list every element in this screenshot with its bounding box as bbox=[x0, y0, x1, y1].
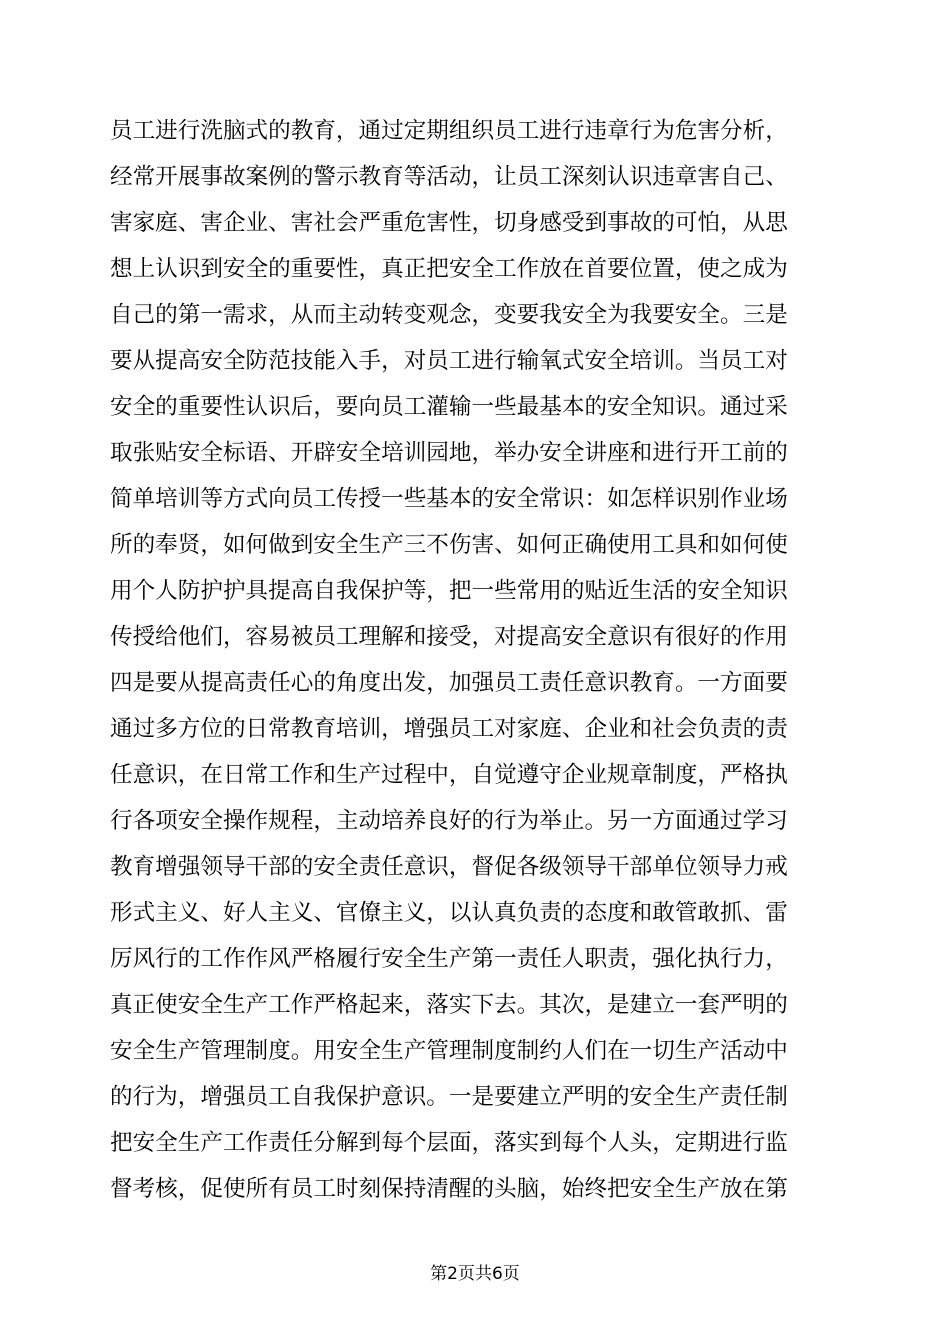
text-line: 经常开展事故案例的警示教育等活动，让员工深刻认识违章害自己、 bbox=[110, 164, 788, 190]
text-line: 安全的重要性认识后，要向员工灌输一些最基本的安全知识。通过采 bbox=[110, 394, 788, 420]
text-line: 传授给他们，容易被员工理解和接受，对提高安全意识有很好的作用 bbox=[110, 624, 788, 650]
text-line: 想上认识到安全的重要性，真正把安全工作放在首要位置，使之成为 bbox=[110, 256, 788, 282]
body-text bbox=[110, 108, 840, 1212]
text-line: 真正使安全生产工作严格起来，落实下去。其次，是建立一套严明的 bbox=[110, 992, 788, 1018]
text-line: 安全生产管理制度。用安全生产管理制度制约人们在一切生产活动中 bbox=[110, 1038, 788, 1064]
page-number-footer: 第2页共6页 bbox=[430, 1264, 520, 1284]
text-line: 要从提高安全防范技能入手，对员工进行输氧式安全培训。当员工对 bbox=[110, 348, 788, 374]
text-line: 员工进行洗脑式的教育，通过定期组织员工进行违章行为危害分析， bbox=[110, 118, 788, 144]
text-line: 任意识，在日常工作和生产过程中，自觉遵守企业规章制度，严格执 bbox=[110, 762, 788, 788]
text-line: 通过多方位的日常教育培训，增强员工对家庭、企业和社会负责的责 bbox=[110, 716, 788, 742]
text-line: 督考核，促使所有员工时刻保持清醒的头脑，始终把安全生产放在第 bbox=[110, 1176, 788, 1202]
text-line: 教育增强领导干部的安全责任意识，督促各级领导干部单位领导力戒 bbox=[110, 854, 788, 880]
text-line: 自己的第一需求，从而主动转变观念，变要我安全为我要安全。三是 bbox=[110, 302, 788, 328]
text-line: 的行为，增强员工自我保护意识。一是要建立严明的安全生产责任制 bbox=[110, 1084, 788, 1110]
text-line: 害家庭、害企业、害社会严重危害性，切身感受到事故的可怕，从思 bbox=[110, 210, 788, 236]
text-line: 取张贴安全标语、开辟安全培训园地，举办安全讲座和进行开工前的 bbox=[110, 440, 788, 466]
text-line: 厉风行的工作作风严格履行安全生产第一责任人职责，强化执行力， bbox=[110, 946, 788, 972]
text-line: 简单培训等方式向员工传授一些基本的安全常识：如怎样识别作业场 bbox=[110, 486, 788, 512]
text-line: 形式主义、好人主义、官僚主义，以认真负责的态度和敢管敢抓、雷 bbox=[110, 900, 788, 926]
text-line: 行各项安全操作规程，主动培养良好的行为举止。另一方面通过学习 bbox=[110, 808, 788, 834]
text-line: 把安全生产工作责任分解到每个层面，落实到每个人头，定期进行监 bbox=[110, 1130, 788, 1156]
text-line: 所的奉贤，如何做到安全生产三不伤害、如何正确使用工具和如何使 bbox=[110, 532, 788, 558]
text-line: 用个人防护护具提高自我保护等，把一些常用的贴近生活的安全知识 bbox=[110, 578, 788, 604]
text-line: 四是要从提高责任心的角度出发，加强员工责任意识教育。一方面要 bbox=[110, 670, 788, 696]
